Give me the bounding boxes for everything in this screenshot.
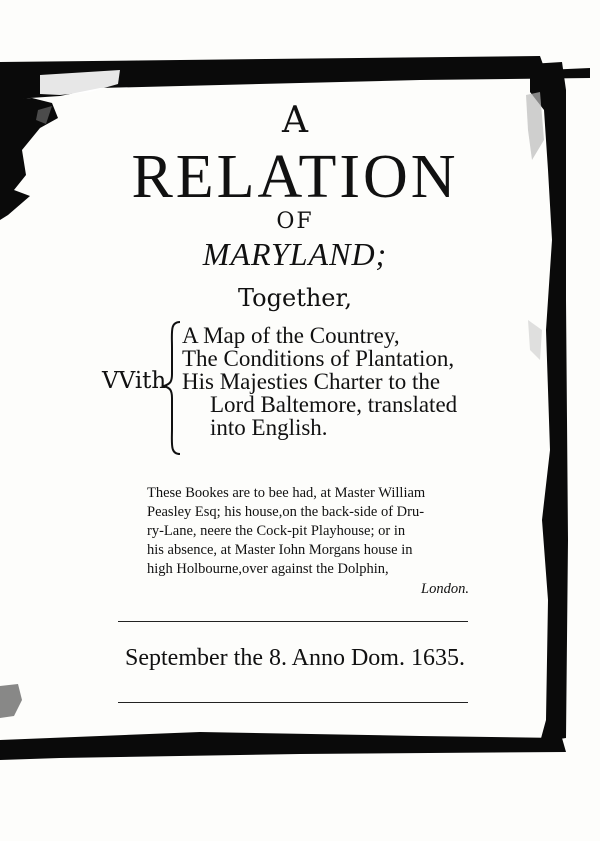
together-label: Together, bbox=[238, 284, 352, 312]
rule-upper bbox=[118, 621, 468, 622]
contents-brace bbox=[160, 318, 184, 458]
imprint-line: high Holbourne,over against the Dolphin, bbox=[147, 561, 389, 577]
contents-line: Lord Baltemore, translated bbox=[210, 392, 458, 417]
imprint-line: ry-Lane, neere the Cock-pit Playhouse; or in bbox=[147, 523, 406, 539]
with-label: VVith bbox=[102, 368, 167, 394]
imprint-line: Peasley Esq; his house,on the back-side of Dru- bbox=[147, 504, 425, 520]
contents-line: A Map of the Countrey, bbox=[182, 323, 400, 348]
rule-lower bbox=[118, 702, 468, 703]
title-of: OF bbox=[276, 209, 314, 234]
title-a: A bbox=[282, 100, 308, 141]
title-relation: RELATION bbox=[131, 143, 459, 211]
publication-date: September the 8. Anno Dom. 1635. bbox=[125, 645, 465, 671]
imprint-line: These Bookes are to bee had, at Master William bbox=[147, 485, 426, 501]
title-maryland: MARYLAND; bbox=[202, 236, 388, 272]
contents-line: The Conditions of Plantation, bbox=[182, 346, 455, 371]
contents-line: into English. bbox=[210, 415, 328, 440]
imprint-city: London. bbox=[421, 581, 469, 597]
imprint-line: his absence, at Master Iohn Morgans house in bbox=[147, 542, 413, 558]
contents-line: His Majesties Charter to the bbox=[182, 369, 441, 394]
